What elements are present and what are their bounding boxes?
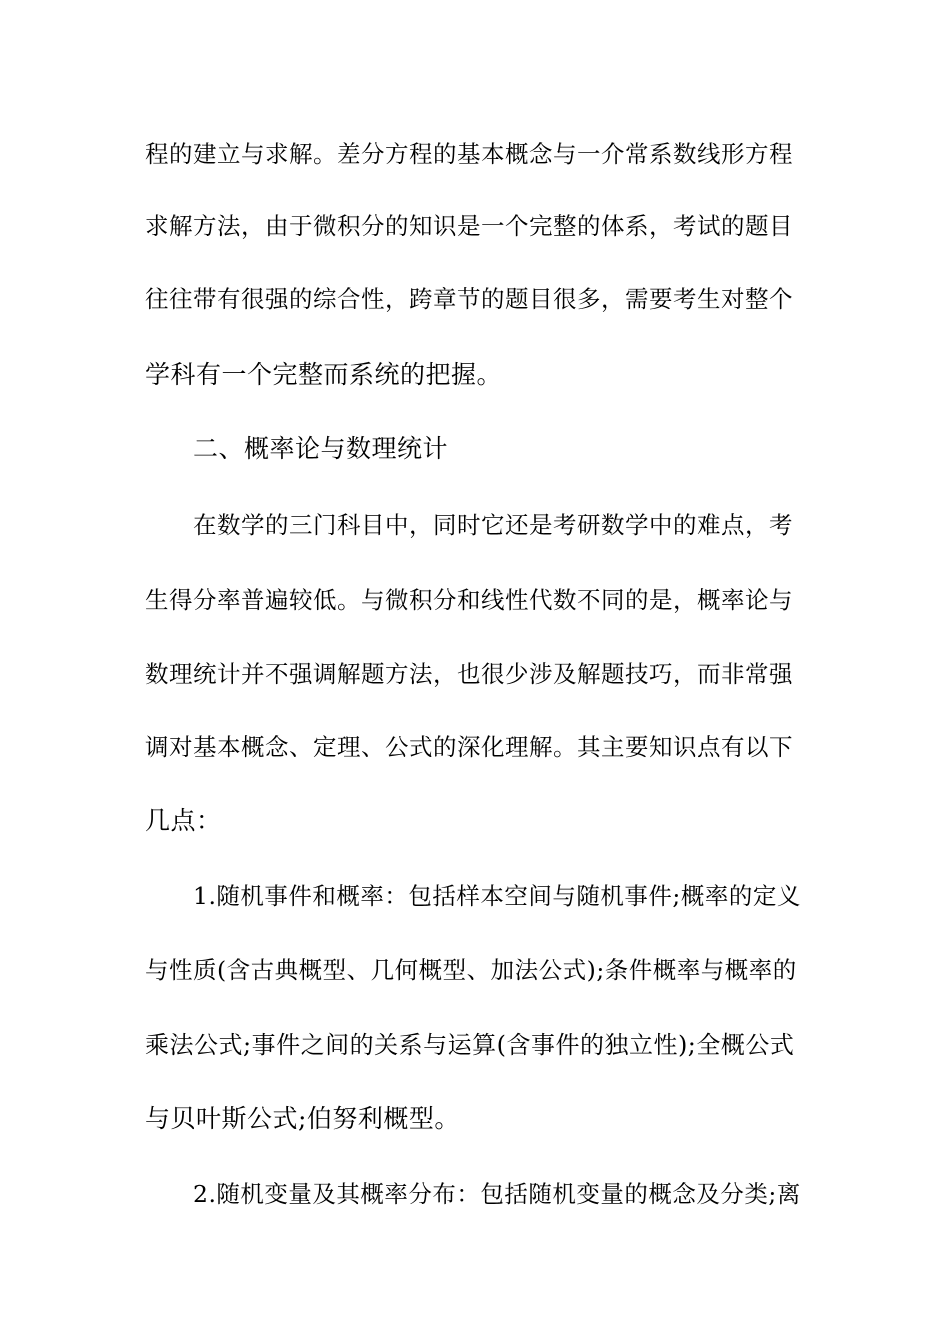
list-item-line: 乘法公式;事件之间的关系与运算(含事件的独立性);全概公式 bbox=[145, 1031, 795, 1059]
paragraph-line: 学科有一个完整而系统的把握。 bbox=[145, 360, 503, 389]
list-item-line: 2.随机变量及其概率分布：包括随机变量的概念及分类;离 bbox=[193, 1180, 801, 1208]
paragraph-line: 往往带有很强的综合性，跨章节的题目很多，需要考生对整个 bbox=[145, 285, 793, 313]
paragraph-line: 数理统计并不强调解题方法，也很少涉及解题技巧，而非常强 bbox=[145, 660, 793, 688]
paragraph-line: 求解方法，由于微积分的知识是一个完整的体系，考试的题目 bbox=[145, 212, 793, 240]
list-item-line: 与贝叶斯公式;伯努利概型。 bbox=[145, 1104, 460, 1133]
list-item-line: 1.随机事件和概率：包括样本空间与随机事件;概率的定义 bbox=[193, 882, 801, 910]
paragraph-line: 几点： bbox=[145, 806, 222, 835]
list-item-line: 与性质(含古典概型、几何概型、加法公式);条件概率与概率的 bbox=[145, 956, 797, 984]
paragraph-line: 在数学的三门科目中，同时它还是考研数学中的难点，考 bbox=[193, 511, 793, 539]
paragraph-line: 程的建立与求解。差分方程的基本概念与一介常系数线形方程 bbox=[145, 140, 793, 168]
paragraph-line: 生得分率普遍较低。与微积分和线性代数不同的是，概率论与 bbox=[145, 586, 793, 614]
section-heading: 二、概率论与数理统计 bbox=[193, 434, 449, 463]
paragraph-line: 调对基本概念、定理、公式的深化理解。其主要知识点有以下 bbox=[145, 733, 793, 761]
